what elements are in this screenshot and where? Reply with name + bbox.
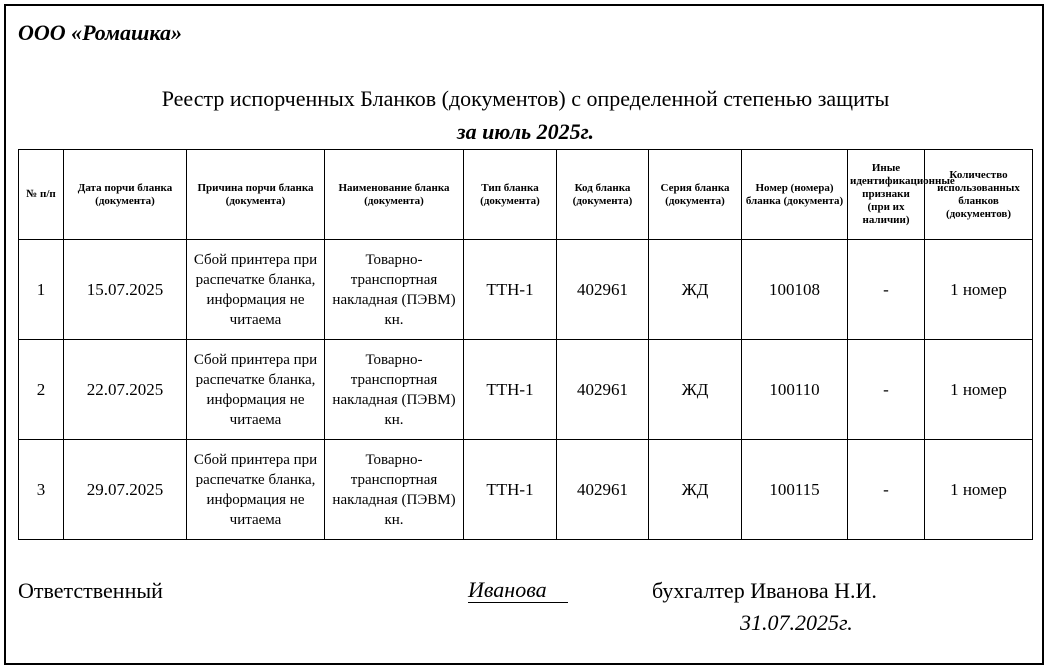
table-row [19,340,1033,440]
company-name: ООО «Ромашка» [18,20,182,45]
signature-label: Ответственный [18,578,163,603]
cell-quantity: 1 номер [925,340,1033,440]
header-quantity: Количество использованных бланков (документов) [925,150,1033,240]
cell-number: 3 [19,440,64,540]
cell-date: 15.07.2025 [64,240,187,340]
cell-date: 22.07.2025 [64,340,187,440]
table-row [19,440,1033,540]
cell-form-name: Товарно-транспортная накладная (ПЭВМ) кн. [325,440,464,540]
cell-form-series: ЖД [649,240,742,340]
registry-table [18,149,1033,540]
document-title: Реестр испорченных Бланков (документов) с определенной степенью защиты [161,86,890,111]
header-form-number: Номер (номера) бланка (документа) [742,150,848,240]
cell-quantity: 1 номер [925,440,1033,540]
signature-handwritten-name: Иванова [468,578,568,603]
cell-form-code: 402961 [557,440,649,540]
cell-number: 2 [19,340,64,440]
cell-form-number: 100108 [742,240,848,340]
cell-form-number: 100110 [742,340,848,440]
header-form-series: Серия бланка (документа) [649,150,742,240]
cell-other-attributes: - [848,440,925,540]
report-period: за июль 2025г. [456,119,594,144]
cell-date: 29.07.2025 [64,440,187,540]
table-header-row [19,150,1033,240]
cell-reason: Сбой принтера при распечатке бланка, информация не читаема [187,340,325,440]
header-date: Дата порчи бланка (документа) [64,150,187,240]
signature-position-name: бухгалтер Иванова Н.И. [652,578,877,603]
header-form-type: Тип бланка (документа) [464,150,557,240]
cell-quantity: 1 номер [925,240,1033,340]
cell-form-number: 100115 [742,440,848,540]
cell-form-type: ТТН-1 [464,240,557,340]
cell-other-attributes: - [848,240,925,340]
cell-form-name: Товарно-транспортная накладная (ПЭВМ) кн. [325,340,464,440]
cell-form-series: ЖД [649,440,742,540]
cell-reason: Сбой принтера при распечатке бланка, информация не читаема [187,440,325,540]
cell-form-code: 402961 [557,240,649,340]
cell-other-attributes: - [848,340,925,440]
cell-form-type: ТТН-1 [464,440,557,540]
cell-form-type: ТТН-1 [464,340,557,440]
cell-form-name: Товарно-транспортная накладная (ПЭВМ) кн. [325,240,464,340]
cell-number: 1 [19,240,64,340]
cell-form-series: ЖД [649,340,742,440]
header-number: № п/п [19,150,64,240]
signature-date: 31.07.2025г. [740,610,853,635]
table-row [19,240,1033,340]
header-form-code: Код бланка (документа) [557,150,649,240]
cell-reason: Сбой принтера при распечатке бланка, информация не читаема [187,240,325,340]
header-reason: Причина порчи бланка (документа) [187,150,325,240]
header-form-name: Наименование бланка (документа) [325,150,464,240]
header-other-attributes: Иные идентификационные признаки (при их наличии) [848,150,925,240]
cell-form-code: 402961 [557,340,649,440]
